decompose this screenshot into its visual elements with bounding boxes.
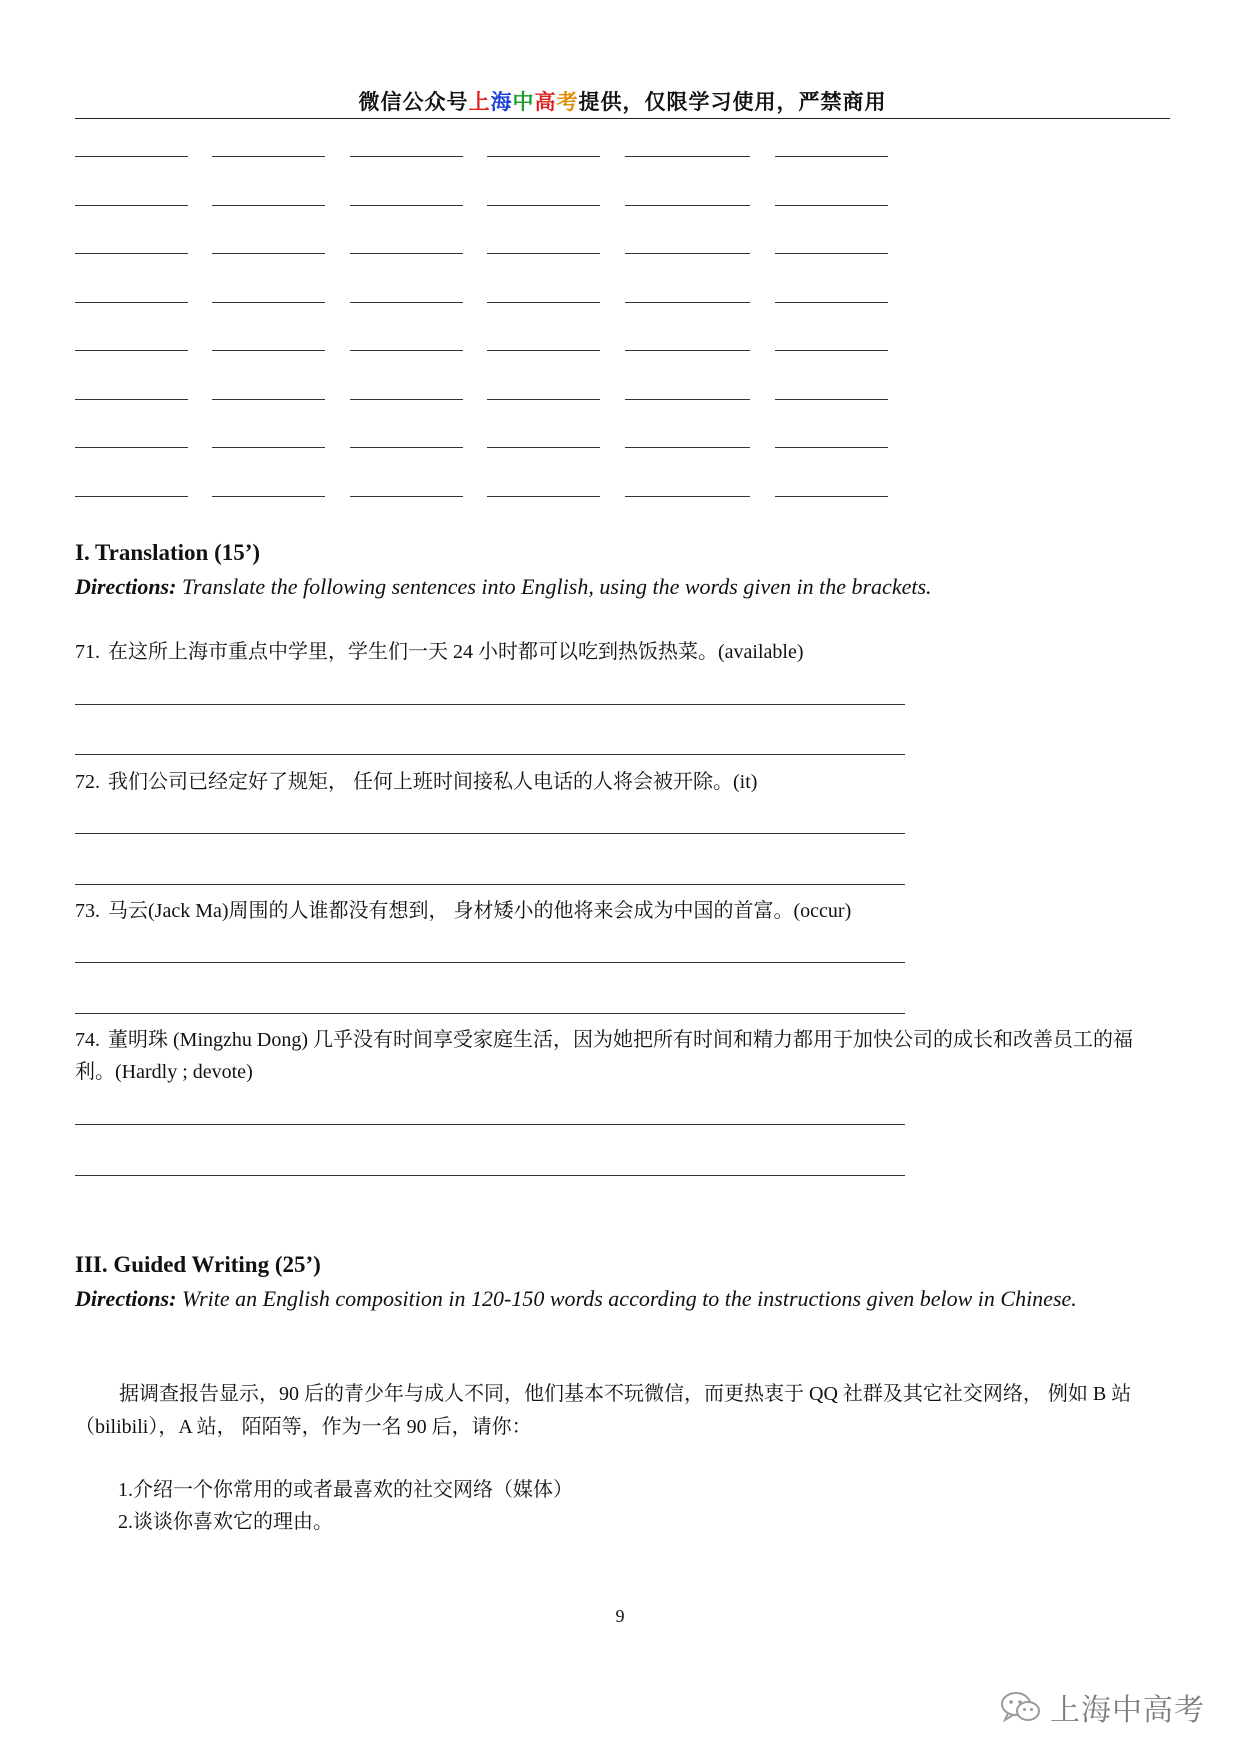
- header-brand-char: 考: [556, 89, 579, 114]
- answer-blank: [75, 156, 188, 157]
- answer-blank: [775, 447, 888, 448]
- blank-row: [75, 423, 895, 472]
- answer-blank: [75, 253, 188, 254]
- answer-blank: [212, 399, 325, 400]
- question-text: 马云(Jack Ma)周围的人谁都没有想到， 身材矮小的他将来会成为中国的首富。(occur): [108, 900, 852, 922]
- answer-line: [75, 754, 905, 755]
- blank-row: [75, 326, 895, 375]
- answer-blank: [75, 350, 188, 351]
- answer-blank: [350, 205, 463, 206]
- answer-blank: [487, 302, 600, 303]
- answer-blank: [775, 205, 888, 206]
- header-divider: [75, 118, 1170, 119]
- writing-item-1: 1.介绍一个你常用的或者最喜欢的社交网络（媒体）: [118, 1479, 573, 1501]
- answer-blank: [775, 496, 888, 497]
- answer-blank: [212, 205, 325, 206]
- blank-row: [75, 472, 895, 521]
- writing-directions: [75, 1283, 1170, 1315]
- question-72: [75, 766, 757, 798]
- answer-line: [75, 1124, 905, 1125]
- blank-row: [75, 278, 895, 327]
- answer-line: [75, 1175, 905, 1176]
- answer-blank: [625, 156, 750, 157]
- answer-blank: [625, 399, 750, 400]
- answer-blank: [212, 253, 325, 254]
- answer-blank: [625, 205, 750, 206]
- answer-blank-grid: [75, 132, 895, 520]
- answer-blank: [625, 447, 750, 448]
- answer-blank: [350, 399, 463, 400]
- answer-blank: [212, 447, 325, 448]
- answer-blank: [487, 253, 600, 254]
- writing-item-2: 2.谈谈你喜欢它的理由。: [118, 1511, 333, 1533]
- question-number: 74.: [75, 1029, 100, 1051]
- page-header: [75, 86, 1170, 116]
- header-suffix: 提供，仅限学习使用，严禁商用: [578, 89, 887, 114]
- translation-section-title: I. Translation (15’): [75, 540, 261, 565]
- question-text: 在这所上海市重点中学里，学生们一天 24 小时都可以吃到热饭热菜。(available): [108, 641, 804, 663]
- question-73: [75, 895, 851, 927]
- question-number: 73.: [75, 900, 100, 922]
- directions-text: Translate the following sentences into English, using the words given in the brackets.: [176, 574, 932, 599]
- header-prefix: 微信公众号: [358, 89, 469, 114]
- answer-blank: [487, 156, 600, 157]
- answer-blank: [350, 156, 463, 157]
- header-brand-char: 中: [512, 89, 535, 114]
- answer-blank: [75, 302, 188, 303]
- watermark: [1000, 1685, 1205, 1729]
- answer-blank: [350, 447, 463, 448]
- answer-blank: [625, 350, 750, 351]
- question-number: 72.: [75, 771, 100, 793]
- answer-line: [75, 1013, 905, 1014]
- answer-line: [75, 884, 905, 885]
- answer-blank: [625, 253, 750, 254]
- answer-line: [75, 962, 905, 963]
- answer-blank: [487, 205, 600, 206]
- answer-blank: [212, 350, 325, 351]
- question-74: [75, 1024, 1170, 1088]
- answer-blank: [212, 496, 325, 497]
- answer-blank: [350, 253, 463, 254]
- answer-blank: [350, 496, 463, 497]
- directions-text: Write an English composition in 120-150 words according to the instructions given below in Chinese.: [176, 1286, 1077, 1311]
- directions-label: Directions:: [75, 574, 177, 599]
- answer-line: [75, 833, 905, 834]
- answer-blank: [350, 302, 463, 303]
- answer-blank: [75, 399, 188, 400]
- answer-blank: [212, 156, 325, 157]
- answer-blank: [487, 447, 600, 448]
- header-brand-char: 海: [490, 89, 513, 114]
- answer-blank: [775, 156, 888, 157]
- blank-row: [75, 375, 895, 424]
- question-text: 董明珠 (Mingzhu Dong) 几乎没有时间享受家庭生活，因为她把所有时间和精力都用于加快公司的成长和改善员工的福利。(Hardly ; devote): [75, 1029, 1133, 1083]
- watermark-text: 上海中高考: [1050, 1693, 1205, 1728]
- answer-blank: [487, 399, 600, 400]
- answer-blank: [775, 253, 888, 254]
- blank-row: [75, 229, 895, 278]
- answer-blank: [775, 399, 888, 400]
- question-text: 我们公司已经定好了规矩， 任何上班时间接私人电话的人将会被开除。(it): [108, 771, 758, 793]
- answer-blank: [775, 302, 888, 303]
- writing-prompt: 据调查报告显示，90 后的青少年与成人不同，他们基本不玩微信，而更热衷于 QQ 社群及其它社交网络， 例如 B 站（bilibili），A 站， 陌陌等，作为一名 90 后，请你：: [75, 1383, 1132, 1438]
- answer-blank: [625, 496, 750, 497]
- page-number: 9: [615, 1606, 625, 1626]
- answer-blank: [350, 350, 463, 351]
- question-number: 71.: [75, 641, 100, 663]
- question-71: [75, 636, 804, 668]
- wechat-icon: [1000, 1691, 1042, 1723]
- directions-label: Directions:: [75, 1286, 177, 1311]
- answer-blank: [625, 302, 750, 303]
- answer-blank: [75, 447, 188, 448]
- answer-line: [75, 704, 905, 705]
- translation-directions: [75, 571, 932, 603]
- answer-blank: [487, 350, 600, 351]
- answer-blank: [75, 205, 188, 206]
- answer-blank: [212, 302, 325, 303]
- blank-row: [75, 181, 895, 230]
- blank-row: [75, 132, 895, 181]
- answer-blank: [487, 496, 600, 497]
- writing-section-title: III. Guided Writing (25’): [75, 1252, 321, 1277]
- answer-blank: [775, 350, 888, 351]
- answer-blank: [75, 496, 188, 497]
- header-brand-char: 高: [534, 89, 557, 114]
- header-brand-char: 上: [468, 89, 491, 114]
